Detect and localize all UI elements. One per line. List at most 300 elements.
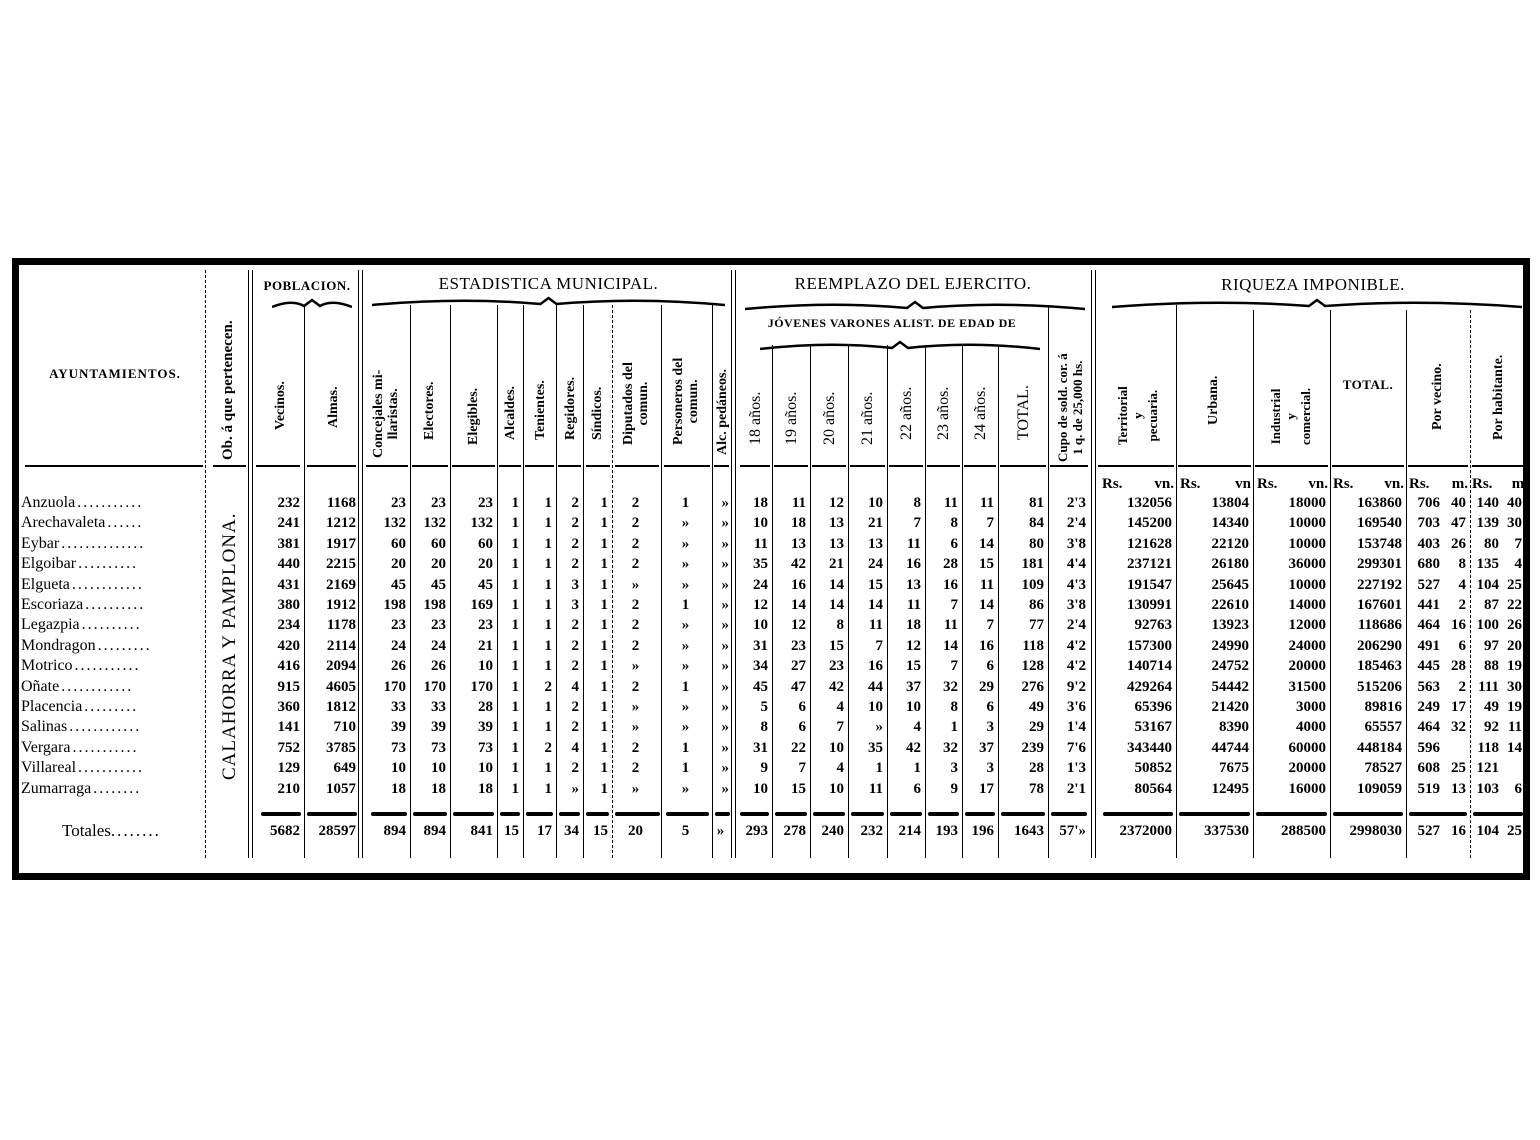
table-cell: 13 [906, 576, 921, 593]
table-cell: 2 [631, 556, 640, 573]
table-cell: 35 [868, 739, 883, 756]
header-riqueza-total [1332, 377, 1404, 393]
totals-label [62, 821, 161, 841]
table-cell: 4'2 [1066, 637, 1086, 654]
table-cell: 103 [1476, 780, 1499, 797]
totals-divider [1179, 812, 1250, 816]
header-divider [927, 465, 960, 467]
table-cell: 16 [906, 556, 921, 573]
header-riqueza-col-5-text: Por habitante. [1490, 354, 1506, 440]
table-cell: 12 [791, 617, 806, 634]
table-cell: 73 [431, 739, 446, 756]
table-cell: 206290 [1357, 637, 1402, 654]
table-cell: 3 [986, 719, 994, 736]
table-cell: 445 [1417, 658, 1440, 675]
table-cell: 4 [913, 719, 921, 736]
table-cell: 1 [544, 658, 552, 675]
table-cell: 1917 [326, 535, 356, 552]
table-cell: » [631, 780, 640, 797]
table-cell: 39 [478, 719, 493, 736]
table-cell: 1 [511, 739, 519, 756]
header-riqueza-col-4-text: Por vecino. [1429, 363, 1445, 430]
table-cell: 416 [277, 658, 300, 675]
table-cell: 4'2 [1066, 658, 1086, 675]
table-cell: 14340 [1211, 515, 1249, 532]
table-cell: 10 [829, 780, 844, 797]
table-cell: 4 [1458, 576, 1466, 593]
name-text: Zumarraga [21, 779, 92, 797]
table-cell: 45 [753, 678, 768, 695]
header-obispado [221, 320, 236, 460]
header-reemplazo-col-4-text: 22 años. [897, 386, 915, 440]
table-cell: 608 [1417, 760, 1440, 777]
ayuntamiento-name [21, 717, 141, 737]
name-text: Eybar [21, 534, 60, 552]
table-cell: 7 [950, 658, 958, 675]
table-cell: 15 [868, 576, 883, 593]
table-cell: 13 [829, 515, 844, 532]
table-cell: 1 [600, 495, 608, 511]
table-cell: 20 [431, 556, 446, 573]
table-cell: 25645 [1211, 576, 1249, 593]
table-cell: 23 [391, 617, 406, 634]
table-cell: 14 [868, 597, 883, 613]
table-cell: 11 [868, 617, 883, 634]
table-cell: 54442 [1211, 678, 1249, 695]
totals-divider [965, 812, 995, 816]
ayuntamiento-name [21, 615, 142, 635]
table-cell: 167601 [1357, 597, 1402, 613]
totals-divider [1103, 812, 1173, 816]
table-cell: 163860 [1357, 495, 1402, 511]
table-cell: 22 [791, 739, 806, 756]
leader-dots: ........ [110, 821, 161, 840]
table-cell: 10 [829, 739, 844, 756]
totals-cell: 196 [971, 823, 994, 839]
table-cell: 18 [431, 780, 446, 797]
totals-divider [813, 812, 845, 816]
table-cell: 1 [511, 760, 519, 777]
table-cell: 170 [470, 678, 493, 695]
table-cell: 15 [979, 556, 994, 573]
table-cell: 1168 [326, 495, 356, 511]
column-rule [1091, 270, 1092, 858]
table-cell: 249 [1417, 699, 1440, 715]
totals-divider [586, 812, 609, 816]
table-cell: 915 [277, 678, 300, 695]
leader-dots: .......... [78, 555, 139, 573]
ayuntamiento-name [21, 513, 143, 533]
table-cell: 210 [277, 780, 300, 797]
header-reemplazo-col-2-text: 20 años. [820, 391, 838, 445]
table-cell: » [721, 515, 729, 532]
table-cell: » [681, 699, 690, 715]
table-cell: 78527 [1364, 760, 1402, 777]
table-cell: 25 [1451, 760, 1466, 777]
table-cell: 170 [423, 678, 446, 695]
totals-cell: 288500 [1281, 823, 1326, 839]
table-cell: 1812 [326, 699, 356, 715]
table-cell: 81 [1029, 495, 1044, 511]
header-estadistica-col-2-text: Elegibles. [465, 387, 481, 445]
table-cell: 23 [478, 617, 493, 634]
table-cell: 2 [571, 495, 579, 511]
table-cell: 10000 [1288, 576, 1326, 593]
table-cell: 2114 [326, 637, 356, 654]
table-cell: 6 [950, 535, 958, 552]
table-cell: 111 [1478, 678, 1499, 695]
table-cell: 441 [1417, 597, 1440, 613]
header-estadistica-col-0-text: llaristas. [386, 388, 401, 440]
table-cell: 2 [1458, 678, 1466, 695]
header-riqueza-col-0 [1115, 386, 1160, 445]
table-cell: 1 [511, 678, 519, 695]
totals-cell: 5682 [270, 823, 300, 839]
table-cell: 22120 [1211, 535, 1249, 552]
table-cell: 2'1 [1066, 780, 1086, 797]
header-estadistica-col-8-text: comun. [686, 379, 701, 424]
table-cell: 3'8 [1066, 597, 1086, 613]
table-cell: 241 [277, 515, 300, 532]
totals-cell: 28597 [318, 823, 356, 839]
table-cell: 8 [913, 495, 921, 511]
table-cell: » [721, 535, 729, 552]
totals-cell: 2998030 [1349, 823, 1402, 839]
table-cell: 8390 [1219, 719, 1249, 736]
header-divider [452, 465, 495, 467]
header-estadistica-col-1 [422, 382, 437, 440]
ayuntamiento-name [21, 595, 145, 615]
table-cell: 31500 [1288, 678, 1326, 695]
header-riqueza: RIQUEZA IMPONIBLE. [1221, 275, 1405, 294]
header-divider [307, 465, 356, 467]
table-cell: 30 [1507, 678, 1522, 695]
header-estadistica: ESTADISTICA MUNICIPAL. [438, 274, 659, 293]
header-estadistica-col-8-text: Personeros del [671, 357, 686, 445]
table-cell: 11 [943, 495, 958, 511]
table-cell: 2 [631, 617, 640, 634]
table-cell: 2 [631, 597, 640, 613]
table-cell: 31 [753, 739, 768, 756]
header-estadistica-col-7 [621, 362, 651, 445]
table-cell: 13 [1451, 780, 1466, 797]
header-divider [714, 465, 729, 467]
table-cell: » [631, 719, 640, 736]
totals-cell: 57'» [1059, 823, 1086, 839]
table-cell: 26180 [1211, 556, 1249, 573]
table-cell: 239 [1021, 739, 1044, 756]
table-cell: 17 [979, 780, 994, 797]
header-divider [412, 465, 448, 467]
header-almas-text: Almas. [325, 386, 341, 428]
leader-dots: ...... [107, 514, 144, 532]
table-cell: 1 [544, 556, 552, 573]
totals-cell: 1643 [1014, 823, 1044, 839]
header-vecinos-text: Vecinos. [272, 381, 288, 430]
header-riqueza-col-2-text: comercial. [1297, 387, 1313, 445]
table-cell: 1 [875, 760, 883, 777]
table-cell: 1 [511, 637, 519, 654]
ayuntamiento-name [21, 738, 138, 758]
table-cell: 7 [1514, 535, 1522, 552]
table-cell: 1212 [326, 515, 356, 532]
table-cell: 7 [875, 637, 883, 654]
table-cell: 1 [511, 556, 519, 573]
table-cell: 14 [791, 597, 806, 613]
table-cell: 9 [950, 780, 958, 797]
table-cell: 78 [1029, 780, 1044, 797]
table-cell: 23 [391, 495, 406, 511]
table-cell: 35 [753, 556, 768, 573]
table-cell: 80564 [1134, 780, 1172, 797]
table-cell: 14 [979, 597, 994, 613]
table-cell: 20 [1507, 637, 1522, 654]
totals-divider [715, 812, 730, 816]
table-cell: 360 [277, 699, 300, 715]
header-reemplazo: REEMPLAZO DEL EJERCITO. [794, 274, 1032, 293]
table-cell: 22610 [1211, 597, 1249, 613]
header-divider [586, 465, 610, 467]
table-cell: 53167 [1134, 719, 1172, 736]
table-cell: 2 [544, 739, 552, 756]
table-cell: 36000 [1288, 556, 1326, 573]
totals-cell: 894 [383, 823, 406, 839]
name-text: Placencia [21, 698, 83, 715]
table-cell: 87 [1484, 597, 1499, 613]
table-cell: 29 [1029, 719, 1044, 736]
table-cell: 60 [431, 535, 446, 552]
table-cell: » [681, 576, 690, 593]
table-cell: 15 [829, 637, 844, 654]
table-cell: 33 [391, 699, 406, 715]
table-cell: 1 [544, 576, 552, 593]
table-cell: 77 [1029, 617, 1044, 634]
totals-divider [413, 812, 447, 816]
table-cell: 6 [986, 699, 994, 715]
table-cell: 10 [906, 699, 921, 715]
totals-cell: 15 [504, 823, 519, 839]
table-cell: 1 [681, 739, 690, 756]
leader-dots: ............ [71, 575, 144, 593]
totals-divider [559, 812, 580, 816]
table-cell: 11 [979, 576, 994, 593]
table-cell: 132 [383, 515, 406, 532]
table-cell: 4605 [326, 678, 356, 695]
table-cell: 42 [906, 739, 921, 756]
table-cell: 129 [277, 760, 300, 777]
table-cell: » [681, 515, 690, 532]
table-cell: 1 [681, 597, 690, 613]
table-cell: 47 [1451, 515, 1466, 532]
header-riqueza-col-0-text: Territorial [1114, 386, 1130, 445]
table-cell: 3000 [1296, 699, 1326, 715]
table-cell: 40 [1451, 495, 1466, 511]
table-cell: 13 [791, 535, 806, 552]
table-cell: 44 [868, 678, 883, 695]
table-cell: » [875, 719, 883, 736]
table-cell: 28 [1451, 658, 1466, 675]
table-cell: 2'4 [1066, 617, 1086, 634]
column-rule [735, 270, 736, 858]
table-cell: 519 [1417, 780, 1440, 797]
table-cell: 1 [511, 535, 519, 552]
table-cell: 33 [431, 699, 446, 715]
table-cell: 24000 [1288, 637, 1326, 654]
table-cell: 19 [1507, 658, 1522, 675]
unit-part: Rs. [1180, 476, 1201, 492]
table-cell: 12 [906, 637, 921, 654]
table-cell: 1 [511, 719, 519, 736]
riqueza-brace [1112, 297, 1522, 311]
table-cell: » [721, 739, 729, 756]
table-cell: 1178 [326, 617, 356, 634]
column-rule [205, 270, 206, 858]
table-cell: 1 [600, 658, 608, 675]
table-cell: 380 [277, 597, 300, 613]
header-jovenes: JÓVENES VARONES ALIST. DE EDAD DE [767, 316, 1017, 330]
table-cell: 26 [1507, 617, 1522, 634]
totals-divider [851, 812, 884, 816]
unit-part: m. [1451, 476, 1468, 492]
totals-divider [740, 812, 769, 816]
table-cell: 1 [600, 556, 608, 573]
totals-divider [666, 812, 709, 816]
ayuntamiento-name [21, 656, 141, 676]
table-cell: 1 [600, 515, 608, 532]
header-divider [499, 465, 521, 467]
header-riqueza-col-0-text: y [1129, 412, 1145, 419]
leader-dots: ............ [69, 718, 142, 736]
totals-cell: 193 [935, 823, 958, 839]
totals-divider [1256, 812, 1327, 816]
table-cell: 25 [1507, 576, 1522, 593]
table-cell: 1912 [326, 597, 356, 613]
totals-cell: » [716, 823, 725, 839]
name-text: Arechavaleta [21, 514, 106, 532]
header-estadistica-col-8 [671, 358, 701, 445]
header-cupo [1055, 353, 1085, 462]
table-cell: 2215 [326, 556, 356, 573]
table-cell: 21 [478, 637, 493, 654]
header-reemplazo-col-7 [1016, 385, 1031, 440]
table-cell: 14 [829, 576, 844, 593]
table-cell: 1 [544, 597, 552, 613]
table-cell: 710 [333, 719, 356, 736]
table-cell: 1 [600, 535, 608, 552]
table-cell: 20 [391, 556, 406, 573]
header-riqueza-col-2-text: Industrial [1267, 388, 1283, 445]
totals-cell: 104 [1476, 823, 1499, 839]
table-cell: 88 [1484, 658, 1499, 675]
table-cell: 1 [511, 495, 519, 511]
table-cell: 109 [1021, 576, 1044, 593]
table-cell: 16 [791, 576, 806, 593]
table-cell: 706 [1417, 495, 1440, 511]
table-cell: 381 [277, 535, 300, 552]
table-cell: 23 [791, 637, 806, 654]
table-cell: 45 [391, 576, 406, 593]
table-cell: 28 [1029, 760, 1044, 777]
table-cell: 3 [950, 760, 958, 777]
table-cell: 1 [600, 576, 608, 593]
table-cell: 24990 [1211, 637, 1249, 654]
table-cell: 118 [1022, 637, 1044, 654]
table-cell: 49 [1029, 699, 1044, 715]
table-cell: » [681, 658, 690, 675]
name-text: Legazpia [21, 616, 80, 634]
header-divider [1255, 465, 1328, 467]
table-cell: 14000 [1288, 597, 1326, 613]
table-cell: 11 [943, 617, 958, 634]
table-cell: 104 [1476, 576, 1499, 593]
table-cell: 23 [829, 658, 844, 675]
table-cell: » [721, 495, 729, 511]
header-vecinos [273, 381, 288, 430]
table-cell: 198 [423, 597, 446, 613]
table-cell: 1 [511, 699, 519, 715]
table-cell: 1'3 [1066, 760, 1086, 777]
table-cell: » [631, 576, 640, 593]
table-cell: 1 [511, 658, 519, 675]
table-cell: 28 [943, 556, 958, 573]
table-cell: 2 [571, 719, 579, 736]
table-cell: 39 [431, 719, 446, 736]
table-cell: 34 [753, 658, 768, 675]
table-cell: 23 [431, 495, 446, 511]
table-cell: 2169 [326, 576, 356, 593]
totals-cell: 841 [470, 823, 493, 839]
table-cell: 145200 [1127, 515, 1172, 532]
header-estadistica-col-7-text: Diputados del [621, 362, 636, 445]
table-cell: 7 [986, 515, 994, 532]
table-cell: 4000 [1296, 719, 1326, 736]
header-estadistica-col-9-text: Alc. pedáneos. [714, 369, 730, 455]
table-cell: 2 [571, 515, 579, 532]
table-cell: 1 [544, 699, 552, 715]
header-estadistica-col-5 [563, 377, 578, 440]
table-cell: 40 [1507, 495, 1522, 511]
table-cell: 18 [906, 617, 921, 634]
table-cell: 299301 [1357, 556, 1402, 573]
header-divider [774, 465, 808, 467]
table-cell: 45 [431, 576, 446, 593]
leader-dots: ........ [93, 779, 142, 797]
table-cell: 181 [1021, 556, 1044, 573]
table-cell: 92763 [1134, 617, 1172, 634]
name-text: Motrico [21, 657, 73, 675]
table-cell: 752 [277, 739, 300, 756]
unit-part: Rs. [1409, 476, 1430, 492]
totals-divider [500, 812, 520, 816]
table-cell: 1 [681, 495, 690, 511]
table-cell: 2 [544, 678, 552, 695]
totals-cell: 17 [537, 823, 552, 839]
table-cell: 60 [478, 535, 493, 552]
name-text: Villareal [21, 759, 77, 777]
table-cell: 29 [979, 678, 994, 695]
table-cell: » [631, 658, 640, 675]
leader-dots: ........... [77, 494, 144, 511]
header-estadistica-col-6 [590, 387, 605, 440]
totals-cell: 34 [564, 823, 579, 839]
table-cell: 4 [1514, 556, 1522, 573]
table-cell: 2 [571, 760, 579, 777]
header-riqueza-total-text: TOTAL. [1342, 377, 1394, 392]
table-cell: 7 [950, 597, 958, 613]
table-cell: 73 [478, 739, 493, 756]
table-cell: » [721, 719, 729, 736]
table-cell: 1 [950, 719, 958, 736]
